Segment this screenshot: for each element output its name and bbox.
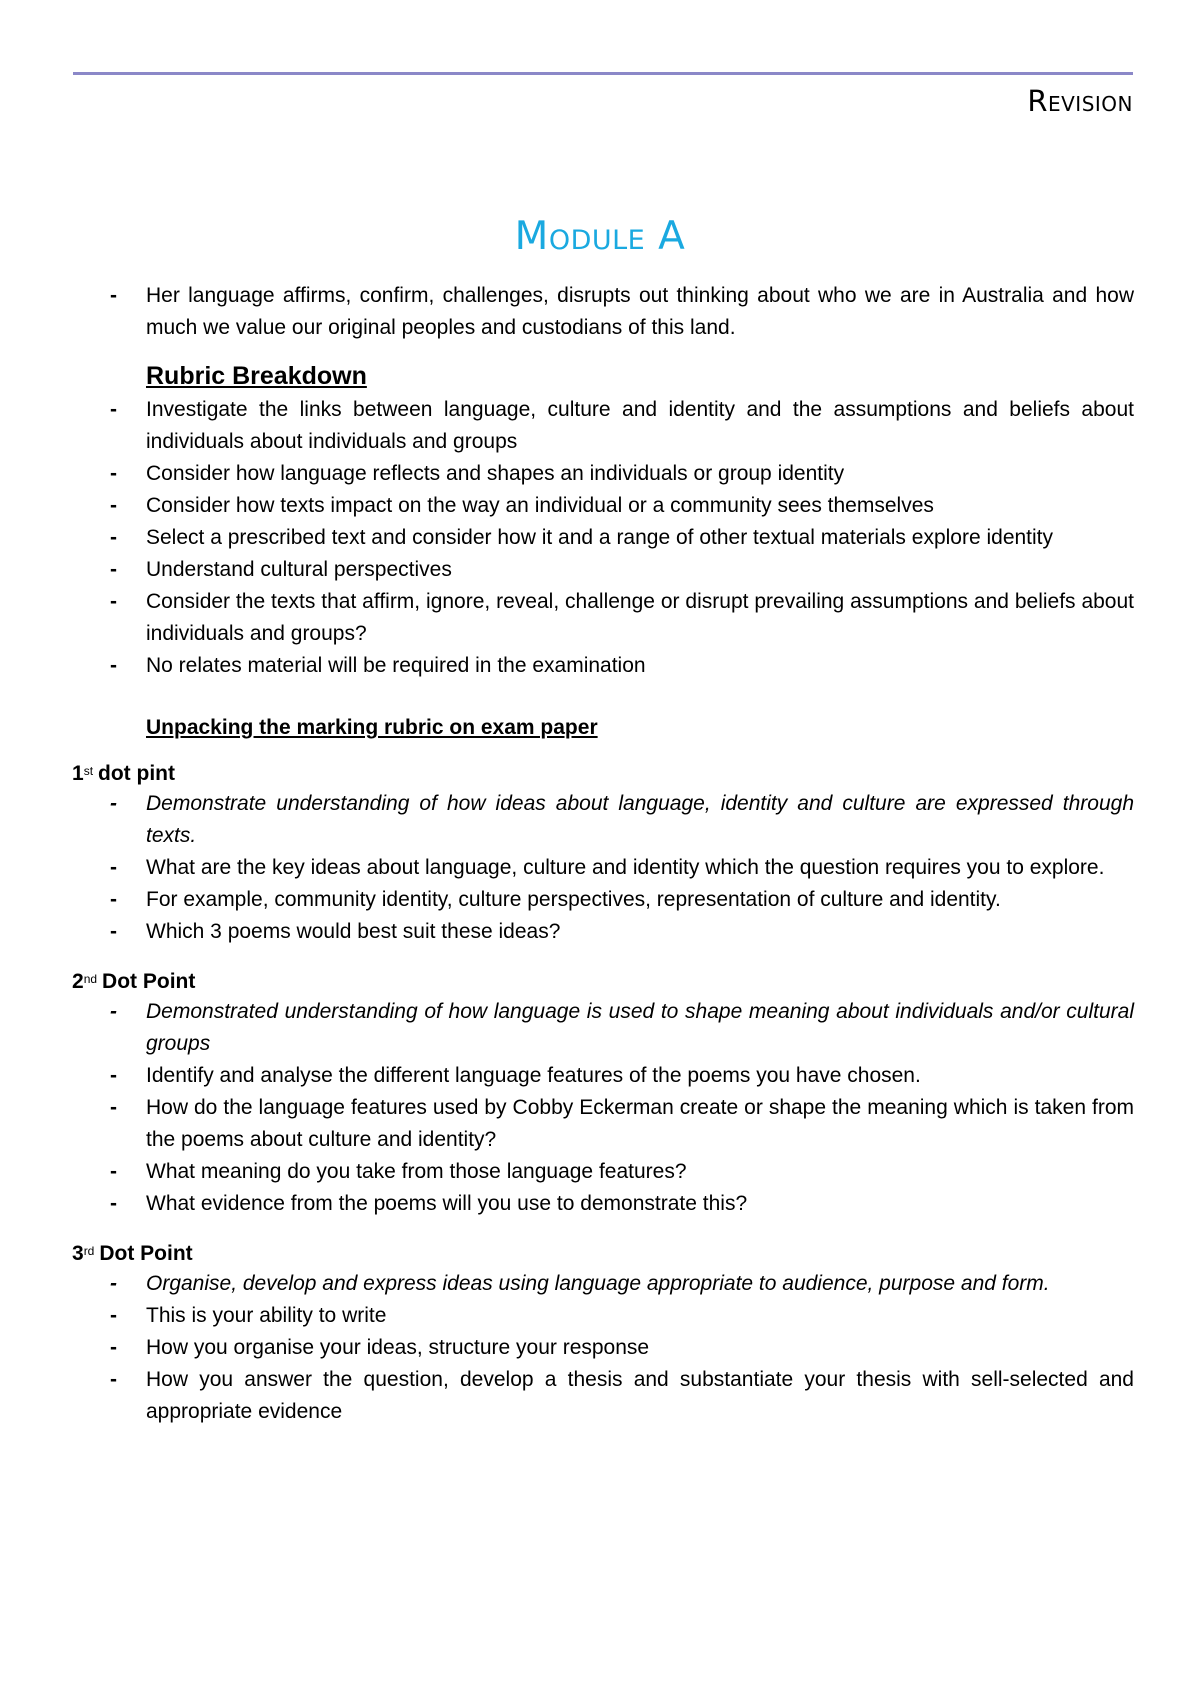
dot-point-item: - How you answer the question, develop a thesis and substantiate your thesis with sell-selected and appropriate evidence: [72, 1364, 1134, 1428]
dot-point-item: - Demonstrate understanding of how ideas about language, identity and culture are expressed through texts.: [72, 788, 1134, 852]
rubric-item: - No relates material will be required in the examination: [72, 650, 1134, 682]
dot-point-item: - What are the key ideas about language, culture and identity which the question requires you to explore.: [72, 852, 1134, 884]
module-title: Module A: [514, 214, 686, 259]
dot-point-item: - Demonstrated understanding of how language is used to shape meaning about individuals and/or cultural groups: [72, 996, 1134, 1060]
dot-point-item: - What meaning do you take from those language features?: [72, 1156, 1134, 1188]
unpacking-heading: Unpacking the marking rubric on exam paper: [146, 716, 598, 739]
rubric-item: - Consider how texts impact on the way an individual or a community sees themselves: [72, 490, 1134, 522]
rubric-item: - Consider how language reflects and shapes an individuals or group identity: [72, 458, 1134, 490]
dot-point-label: Dot Point: [102, 970, 196, 993]
rubric-item: - Select a prescribed text and consider how it and a range of other textual materials explore identity: [72, 522, 1134, 554]
dot-point-number: 2: [72, 970, 84, 993]
dot-point-item: - Organise, develop and express ideas using language appropriate to audience, purpose and form.: [72, 1268, 1134, 1300]
header-rule: [73, 72, 1133, 75]
rubric-heading: Rubric Breakdown: [146, 362, 367, 390]
dot-point-heading-2: [72, 968, 1134, 996]
dot-point-label: Dot Point: [99, 1242, 193, 1265]
dot-point-list-1: [72, 788, 1134, 948]
dot-point-item: - Which 3 poems would best suit these ideas?: [72, 916, 1134, 948]
document-body: [72, 280, 1134, 1428]
rubric-item: - Investigate the links between language, culture and identity and the assumptions and beliefs about individuals about individuals and groups: [72, 394, 1134, 458]
dot-point-label: dot pint: [98, 762, 175, 785]
dot-point-item: - This is your ability to write: [72, 1300, 1134, 1332]
dot-point-heading-1: [72, 760, 1134, 788]
dot-point-number: 3: [72, 1242, 84, 1265]
dot-point-item: - How do the language features used by Cobby Eckerman create or shape the meaning which is taken from the poems about culture and identity?: [72, 1092, 1134, 1156]
dot-point-number: 1: [72, 762, 84, 785]
dot-point-item: - What evidence from the poems will you use to demonstrate this?: [72, 1188, 1134, 1220]
dot-point-heading-3: [72, 1240, 1134, 1268]
dot-point-item: - For example, community identity, culture perspectives, representation of culture and identity.: [72, 884, 1134, 916]
dot-point-suffix: nd: [83, 972, 98, 986]
header-title: Revision: [1027, 84, 1133, 118]
dot-point-suffix: st: [83, 764, 94, 778]
dot-point-suffix: rd: [83, 1244, 95, 1258]
rubric-item: - Consider the texts that affirm, ignore, reveal, challenge or disrupt prevailing assumptions and beliefs about individuals and groups?: [72, 586, 1134, 650]
intro-list: [72, 280, 1134, 344]
dot-point-list-3: [72, 1268, 1134, 1428]
rubric-list: [72, 394, 1134, 682]
dot-point-item: - How you organise your ideas, structure your response: [72, 1332, 1134, 1364]
rubric-item: - Understand cultural perspectives: [72, 554, 1134, 586]
dot-point-list-2: [72, 996, 1134, 1220]
intro-item: - Her language affirms, confirm, challenges, disrupts out thinking about who we are in Australia and how much we value our original peoples and custodians of this land.: [72, 280, 1134, 344]
dot-point-item: - Identify and analyse the different language features of the poems you have chosen.: [72, 1060, 1134, 1092]
